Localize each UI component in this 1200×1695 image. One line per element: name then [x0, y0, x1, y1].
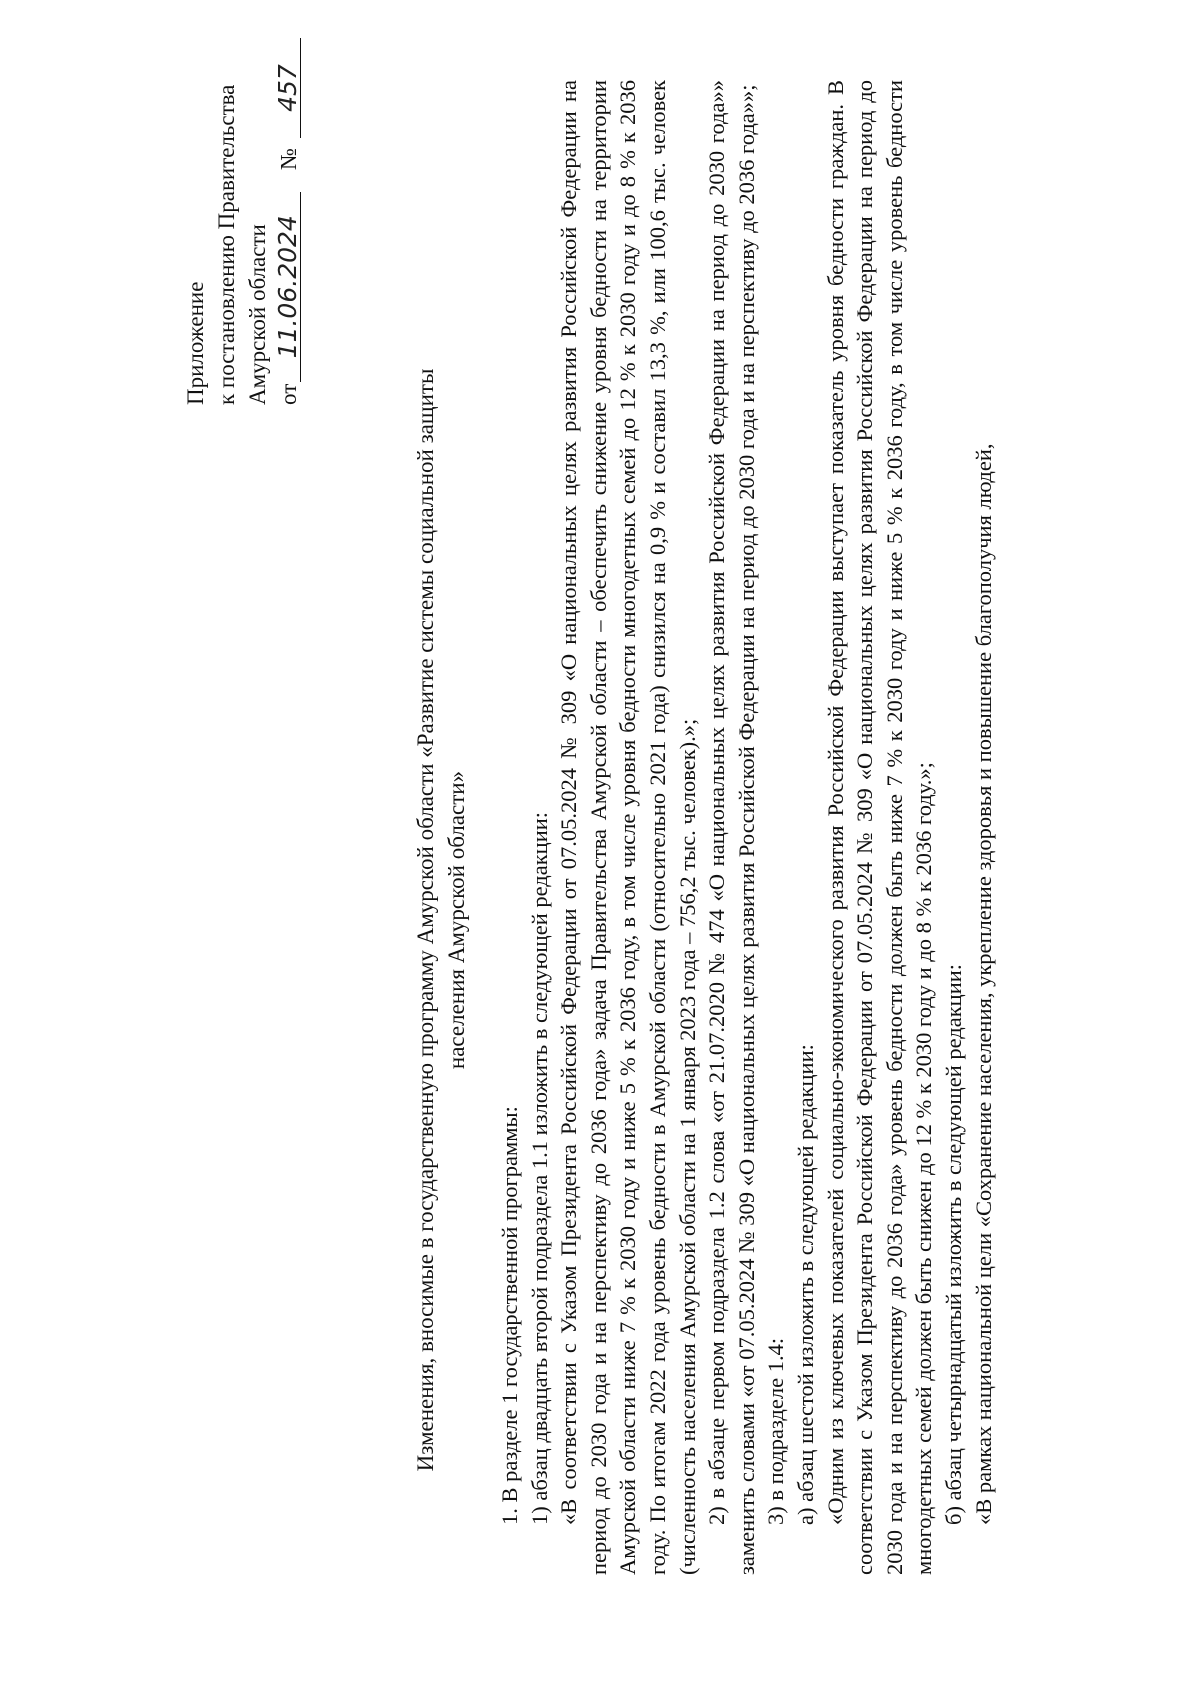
appendix-date-number-line [273, 38, 304, 405]
appendix-block [180, 38, 304, 405]
paragraph-quote-2: «Одним из ключевых показателей социально-экономического развития Российской Федерации выступает показатель уровня бедности граждан. В соответствии с Указом Президента Российской Федерации от 07.05.2024 № 309 «О национальных целях развития Российской Федерации на период до 2030 года и на перспективу до 2036 года» уровень бедности должен быть ниже 7 % к 2030 году и ниже 5 % к 2036 году, в том числе уровень бедности многодетных семей должен быть снижен до 12 % к 2030 году и до 8 % к 2036 году.»; [822, 80, 937, 1575]
appendix-resolution-line: к постановлению Правительства [214, 84, 239, 405]
date-prefix: от [276, 383, 301, 405]
paragraph-item-1: 1) абзац двадцать второй подраздела 1.1 изложить в следующей редакции: [526, 811, 552, 1525]
paragraph-item-3: 3) в подразделе 1.4: [763, 1337, 789, 1525]
appendix-region-line: Амурской области [245, 224, 270, 405]
handwritten-date: 11.06.2024 [276, 192, 301, 382]
appendix-label: Приложение [183, 281, 208, 405]
document-title [410, 265, 472, 1575]
paragraph-quote-3: «В рамках национальной цели «Сохранение населения, укрепление здоровья и повышение благополучия людей, [970, 443, 996, 1525]
document-body [495, 80, 998, 1575]
paragraph-subitem-b: б) абзац четырнадцатый изложить в следующей редакции: [940, 963, 966, 1525]
number-prefix: № [276, 148, 301, 170]
title-line-2: населения Амурской области» [444, 770, 469, 1070]
handwritten-number: 457 [276, 38, 301, 138]
paragraph-item-2: 2) в абзаце первом подраздела 1.2 слова «от 21.07.2020 № 474 «О национальных целях развития Российской Федерации на период до 2030 года»» заменить словами «от 07.05.2024 № 309 «О национальных целях развития Российской Федерации на период до 2030 года и на перспективу до 2036 года»»; [704, 80, 759, 1575]
paragraph-quote-1: «В соответствии с Указом Президента Российской Федерации от 07.05.2024 № 309 «О национальных целях развития Российской Федерации на период до 2030 года и на перспективу до 2036 года» задача Правительства Амурской области – обеспечить снижение уровня бедности на территории Амурской области ниже 7 % к 2030 году и ниже 5 % к 2036 году, в том числе уровня бедности многодетных семей до 12 % к 2030 году и до 8 % к 2036 году. По итогам 2022 года уровень бедности в Амурской области (относительно 2021 года) снизился на 0,9 % и составил 13,3 %, или 100,6 тыс. человек (численность населения Амурской области на 1 января 2023 года – 756,2 тыс. человек).»; [556, 80, 700, 1575]
title-line-1: Изменения, вносимые в государственную программу Амурской области «Развитие системы социальной защиты [413, 368, 438, 1472]
paragraph-section-1: 1. В разделе 1 государственной программы: [497, 1106, 522, 1525]
paragraph-subitem-a: а) абзац шестой изложить в следующей редакции: [792, 1044, 818, 1525]
